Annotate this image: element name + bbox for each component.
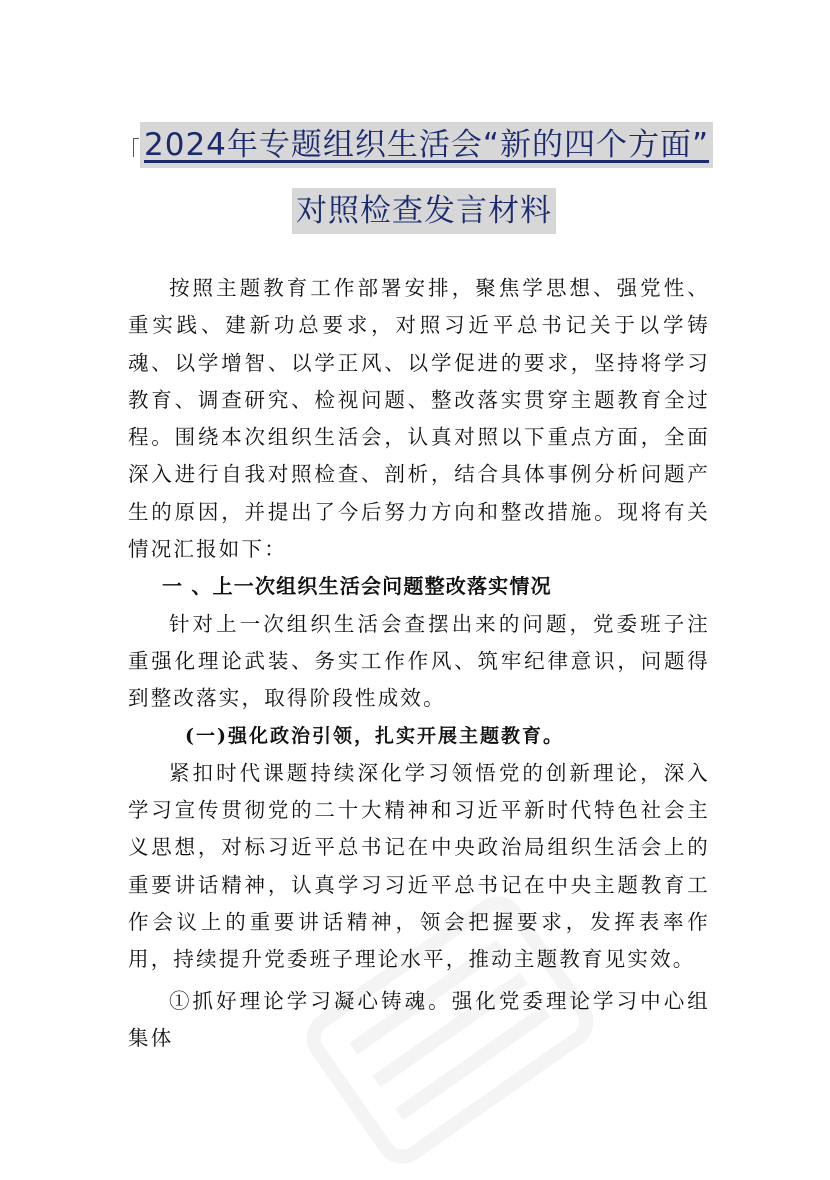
subsection-1-paragraph: 紧扣时代课题持续深化学习领悟党的创新理论，深入学习宣传贯彻党的二十大精神和习近平新时代特色社会主义思想，对标习近平总书记在中央政治局组织生活会上的重要讲话精神，认真学习习近平总书记在中央主题教育工作会议上的重要讲话精神，领会把握要求，发挥表率作用，持续提升党委班子理论水平，推动主题教育见实效。 bbox=[128, 760, 710, 972]
section-heading-1: 一 、上一次组织生活会问题整改落实情况 bbox=[162, 574, 552, 599]
intro-paragraph: 按照主题教育工作部署安排，聚焦学思想、强党性、重实践、建新功总要求，对照习近平总书记关于以学铸魂、以学增智、以学正风、以学促进的要求，坚持将学习教育、调查研究、检视问题、整改落实贯穿主题教育全过程。围绕本次组织生活会，认真对照以下重点方面，全面深入进行自我对照检查、剖析，结合具体事例分析问题产生的原因，并提出了今后努力方向和整改措施。现将有关情况汇报如下： bbox=[128, 276, 710, 562]
subsection-heading-1: (一)强化政治引领，扎实开展主题教育。 bbox=[185, 724, 564, 747]
document-title-line-1: 2024年专题组织生活会“新的四个方面” bbox=[140, 122, 713, 168]
section-1-paragraph: 针对上一次组织生活会查摆出来的问题，党委班子注重强化理论武装、务实工作作风、筑牢纪律意识，问题得到整改落实，取得阶段性成效。 bbox=[128, 611, 710, 711]
document-body bbox=[128, 270, 710, 1057]
item-1-paragraph: ①抓好理论学习凝心铸魂。强化党委理论学习中心组集体 bbox=[128, 988, 710, 1050]
title-marker bbox=[133, 138, 139, 157]
document-title-line-2: 对照检查发言材料 bbox=[292, 188, 556, 234]
